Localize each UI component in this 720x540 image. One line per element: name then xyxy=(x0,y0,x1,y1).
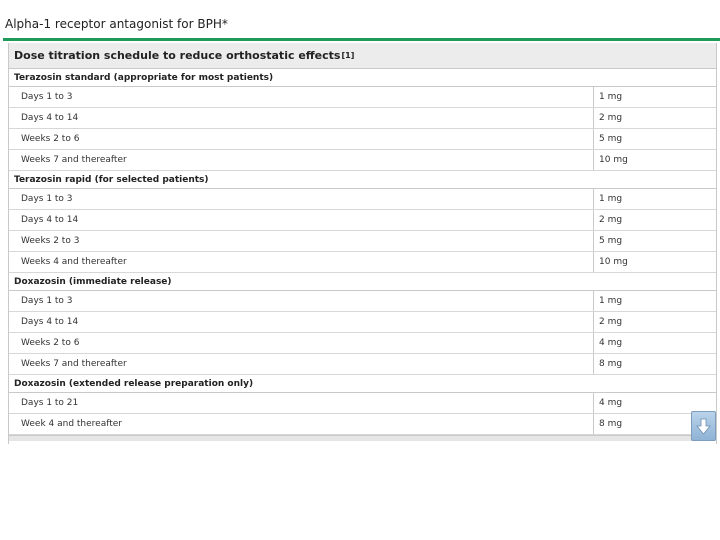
table-row xyxy=(9,231,716,252)
period-cell: Days 1 to 3 xyxy=(9,291,594,311)
table-row xyxy=(9,333,716,354)
reference-link[interactable]: [1] xyxy=(341,51,355,60)
dose-cell: 1 mg xyxy=(599,194,623,204)
table-row xyxy=(9,189,716,210)
section-header: Terazosin standard (appropriate for most patients) xyxy=(9,69,716,87)
dose-cell: 2 mg xyxy=(599,215,623,225)
table-row xyxy=(9,87,716,108)
period-cell: Days 4 to 14 xyxy=(9,312,594,332)
section-header: Doxazosin (immediate release) xyxy=(9,273,716,291)
period-cell: Weeks 2 to 6 xyxy=(9,129,594,149)
table-body xyxy=(9,69,716,435)
period-cell: Weeks 2 to 6 xyxy=(9,333,594,353)
dose-cell: 5 mg xyxy=(599,236,623,246)
period-cell: Days 1 to 21 xyxy=(9,393,594,413)
dose-cell: 10 mg xyxy=(599,257,628,267)
dose-cell: 2 mg xyxy=(599,317,623,327)
table-row xyxy=(9,291,716,312)
dose-cell: 10 mg xyxy=(599,155,628,165)
dose-cell: 8 mg xyxy=(599,359,623,369)
table-row xyxy=(9,354,716,375)
period-cell: Days 4 to 14 xyxy=(9,210,594,230)
dose-cell: 1 mg xyxy=(599,296,623,306)
dose-cell: 2 mg xyxy=(599,113,623,123)
table-footer-bar xyxy=(9,435,716,441)
dose-cell: 4 mg xyxy=(599,398,623,408)
section-header: Terazosin rapid (for selected patients) xyxy=(9,171,716,189)
scroll-down-button[interactable] xyxy=(691,411,716,441)
table-row xyxy=(9,312,716,333)
period-cell: Week 4 and thereafter xyxy=(9,414,594,434)
table-row xyxy=(9,108,716,129)
table-caption xyxy=(9,43,716,69)
arrow-down-icon xyxy=(696,418,711,435)
dose-cell: 5 mg xyxy=(599,134,623,144)
table-caption-text: Dose titration schedule to reduce orthostatic effects xyxy=(14,49,341,62)
page-title: Alpha-1 receptor antagonist for BPH* xyxy=(5,17,228,31)
period-cell: Weeks 4 and thereafter xyxy=(9,252,594,272)
dose-cell: 8 mg xyxy=(599,419,623,429)
period-cell: Days 1 to 3 xyxy=(9,87,594,107)
title-divider xyxy=(3,38,720,41)
table-row xyxy=(9,129,716,150)
table-row xyxy=(9,393,716,414)
period-cell: Weeks 7 and thereafter xyxy=(9,150,594,170)
dose-cell: 1 mg xyxy=(599,92,623,102)
period-cell: Weeks 2 to 3 xyxy=(9,231,594,251)
table-row xyxy=(9,150,716,171)
dose-cell: 4 mg xyxy=(599,338,623,348)
table-row xyxy=(9,252,716,273)
period-cell: Weeks 7 and thereafter xyxy=(9,354,594,374)
table-row xyxy=(9,210,716,231)
dose-titration-table xyxy=(8,43,717,444)
period-cell: Days 1 to 3 xyxy=(9,189,594,209)
section-header: Doxazosin (extended release preparation only) xyxy=(9,375,716,393)
period-cell: Days 4 to 14 xyxy=(9,108,594,128)
table-row xyxy=(9,414,716,435)
